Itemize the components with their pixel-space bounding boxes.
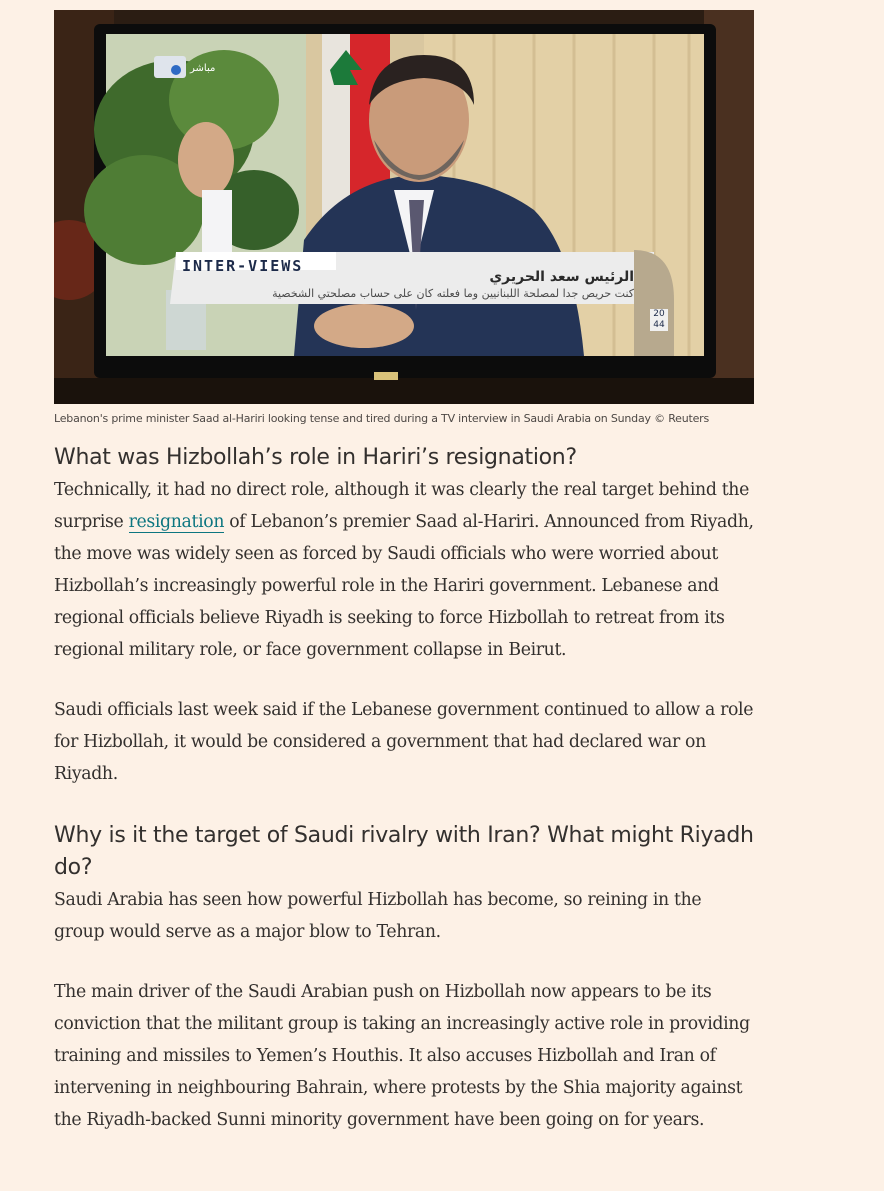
paragraph: The main driver of the Saudi Arabian push on Hizbollah now appears to be its conviction that the militant group is taking an increasingly active role in providing training and missiles to Yemen’s Houthis. It also accuses Hizbollah and Iran of intervening in neighbouring Bahrain, where protests by the Shia majority against the Riyadh-backed Sunni minority government have been going on for years. — [54, 982, 750, 1130]
article — [54, 10, 754, 1136]
paragraph — [54, 474, 754, 666]
paragraph-text: of Lebanon’s premier Saad al-Hariri. Announced from Riyadh, the move was widely seen as forced by Saudi officials who were worried about Hizbollah’s increasingly powerful role in the Hariri government. Lebanese and regional officials believe Riyadh is seeking to force Hizbollah to retreat from its regional military role, or face government collapse in Beirut. — [54, 512, 754, 660]
tv-live-label: مباشر — [190, 63, 216, 74]
tv-clock-minute: 44 — [653, 320, 665, 330]
resignation-link[interactable]: resignation — [128, 512, 225, 532]
tv-interview-image — [54, 10, 754, 404]
chyron-text — [184, 268, 634, 301]
section-heading-saudi-rivalry: Why is it the target of Saudi rivalry with Iran? What might Riyadh do? — [54, 823, 754, 880]
chyron-brand-label: INTER-VIEWS — [182, 257, 304, 275]
tv-clock-hour: 20 — [653, 309, 665, 319]
article-photo — [54, 10, 754, 404]
paragraph-text: Technically, it had no direct role, although it was clearly the real target behind the surprise — [54, 480, 749, 532]
photo-caption: Lebanon's prime minister Saad al-Hariri looking tense and tired during a TV interview in Saudi Arabia on Sunday © Reuters — [54, 412, 710, 425]
paragraph: Saudi Arabia has seen how powerful Hizbollah has become, so reining in the group would serve as a major blow to Tehran. — [54, 890, 702, 942]
chyron-name: الرئيس سعد الحريري — [489, 269, 634, 285]
paragraph: Saudi officials last week said if the Lebanese government continued to allow a role for Hizbollah, it would be considered a government that had declared war on Riyadh. — [54, 700, 754, 784]
chyron-quote: كنت حريص جدا لمصلحة اللبنانيين وما فعلته كان على حساب مصلحتي الشخصية — [272, 287, 634, 300]
tv-clock — [650, 309, 668, 331]
section-heading-hizbollah-role: What was Hizbollah’s role in Hariri’s resignation? — [54, 445, 577, 470]
